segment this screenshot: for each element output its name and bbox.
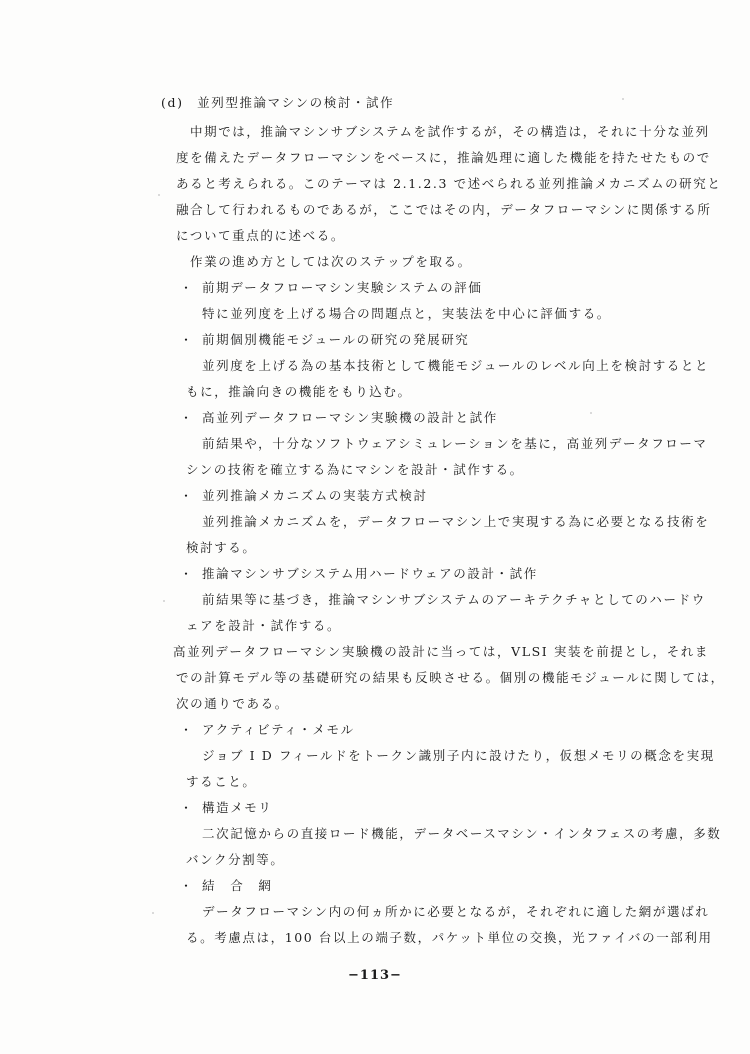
bullet-mark: ・ (180, 489, 193, 503)
step-body-line: ェアを設計・試作する。 (186, 618, 342, 633)
module-heading: 結 合 網 (202, 878, 273, 893)
module-body-line: ジョブ I D フィールドをトークン識別子内に設けたり，仮想メモリの概念を実現 (202, 748, 715, 763)
step-body-line: 前結果や，十分なソフトウェアシミュレーションを基に，高並列データフローマ (202, 436, 708, 451)
scan-speck (590, 412, 592, 414)
page-number: −113− (348, 968, 402, 983)
module-body-line: る。考慮点は，100 台以上の端子数，パケット単位の交換，光ファイバの一部利用 (186, 930, 713, 945)
section-heading (161, 95, 394, 111)
step-body-line: シンの技術を確立する為にマシンを設計・試作する。 (186, 462, 524, 477)
paragraph-line: での計算モデル等の基礎研究の結果も反映させる。個別の機能モジュールに関しては， (176, 670, 725, 685)
step-body-line: 前結果等に基づき，推論マシンサブシステムのアーキテクチャとしてのハードウ (202, 592, 706, 607)
section-title: 並列型推論マシンの検討・試作 (197, 95, 395, 110)
bullet-mark: ・ (180, 801, 193, 815)
paragraph-line: 融合して行われるものであるが，ここではその内，データフローマシンに関係する所 (176, 202, 712, 217)
module-body-line: すること。 (186, 774, 257, 789)
scan-speck (152, 912, 154, 914)
bullet-mark: ・ (180, 281, 193, 295)
section-label: (d) (161, 95, 184, 110)
step-body-line: 並列推論メカニズムを，データフローマシン上で実現する為に必要となる技術を (202, 514, 710, 529)
bullet-mark: ・ (180, 567, 193, 581)
scan-speck (158, 194, 160, 196)
bullet-mark: ・ (180, 411, 193, 425)
paragraph-line: について重点的に述べる。 (176, 228, 345, 243)
step-heading: 高並列データフローマシン実験機の設計と試作 (202, 410, 498, 425)
step-heading: 推論マシンサブシステム用ハードウェアの設計・試作 (202, 566, 538, 581)
step-body-line: 並列度を上げる為の基本技術として機能モジュールのレベル向上を検討するとと (202, 358, 710, 373)
step-body-line: 検討する。 (186, 540, 257, 555)
steps-intro: 作業の進め方としては次のステップを取る。 (190, 254, 472, 269)
step-heading: 前期データフローマシン実験システムの評価 (202, 280, 483, 295)
step-heading: 前期個別機能モジュールの研究の発展研究 (202, 332, 470, 347)
bullet-mark: ・ (180, 333, 193, 347)
module-body-line: 二次記憶からの直接ロード機能，データベースマシン・インタフェスの考慮，多数 (202, 826, 722, 841)
module-heading: 構造メモリ (202, 800, 273, 815)
step-heading: 並列推論メカニズムの実装方式検討 (202, 488, 428, 503)
paragraph-line: 中期では，推論マシンサブシステムを試作するが，その構造は，それに十分な並列 (190, 124, 710, 139)
scan-speck (622, 98, 624, 100)
step-body-line: 特に並列度を上げる場合の問題点と，実装法を中心に評価する。 (202, 306, 611, 321)
paragraph-line: 次の通りである。 (176, 696, 289, 711)
step-body-line: もに，推論向きの機能をもり込む。 (186, 384, 412, 399)
module-body-line: データフローマシン内の何ヵ所かに必要となるが，それぞれに適した網が選ばれ (202, 904, 710, 919)
bullet-mark: ・ (180, 879, 193, 893)
paragraph-line: 高並列データフローマシン実験機の設計に当っては，VLSI 実装を前提とし，それま (173, 644, 709, 659)
paragraph-line: 度を備えたデータフローマシンをベースに，推論処理に適した機能を持たせたもので (176, 150, 711, 165)
bullet-mark: ・ (180, 723, 193, 737)
module-heading: アクティビティ・メモル (202, 722, 355, 737)
paragraph-line: あると考えられる。このテーマは 2.1.2.3 で述べられる並列推論メカニズムの研究と (176, 176, 722, 191)
module-body-line: バンク分割等。 (186, 852, 285, 867)
scan-speck (163, 600, 165, 602)
